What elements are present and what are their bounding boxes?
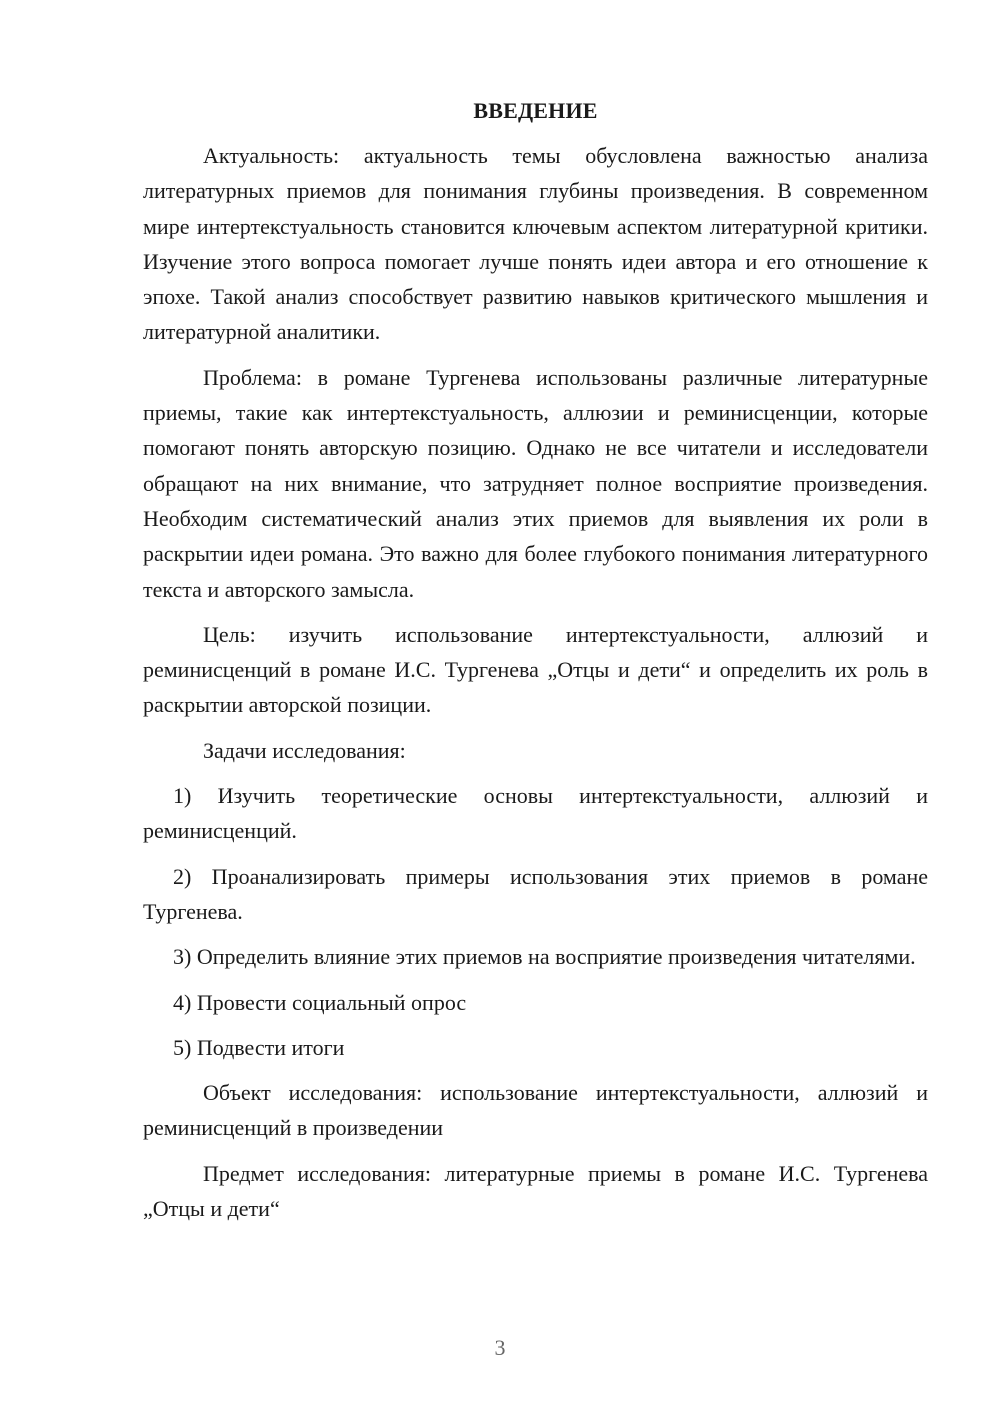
page-content — [143, 96, 928, 1226]
task-item: 1) Изучить теоретические основы интертекстуальности, аллюзий и реминисценций. — [143, 783, 928, 844]
relevance-paragraph: Актуальность: актуальность темы обусловлена важностью анализа литературных приемов для понимания глубины произведения. В современном мире интертекстуальность становится ключевым аспектом литературной критики. Изучение этого вопроса помогает лучше понять идеи автора и его отношение к эпохе. Такой анализ способствует развитию навыков критического мышления и литературной аналитики. — [143, 143, 928, 345]
task-item: 3) Определить влияние этих приемов на восприятие произведения читателями. — [173, 944, 916, 970]
task-item: 2) Проанализировать примеры использования этих приемов в романе Тургенева. — [143, 863, 928, 924]
page-number: 3 — [494, 1335, 506, 1360]
task-item: 5) Подвести итоги — [173, 1034, 345, 1060]
object-paragraph: Объект исследования: использование интертекстуальности, аллюзий и реминисценций в произведении — [143, 1080, 928, 1141]
page-title: ВВЕДЕНИЕ — [473, 98, 598, 123]
problem-paragraph: Проблема: в романе Тургенева использованы различные литературные приемы, такие как интертекстуальность, аллюзии и реминисценции, которые помогают понять авторскую позицию. Однако не все читатели и исследователи обращают на них внимание, что затрудняет полное восприятие произведения. Необходим систематический анализ этих приемов для выявления их роли в раскрытии идеи романа. Это важно для более глубокого понимания литературного текста и авторского замысла. — [143, 364, 928, 602]
task-item: 4) Провести социальный опрос — [173, 989, 467, 1015]
subject-paragraph: Предмет исследования: литературные приемы в романе И.С. Тургенева „Отцы и дети“ — [143, 1160, 928, 1222]
tasks-heading: Задачи исследования: — [203, 737, 406, 763]
goal-paragraph: Цель: изучить использование интертекстуальности, аллюзий и реминисценций в романе И.С. Тургенева „Отцы и дети“ и определить их роль в раскрытии авторской позиции. — [143, 621, 928, 718]
